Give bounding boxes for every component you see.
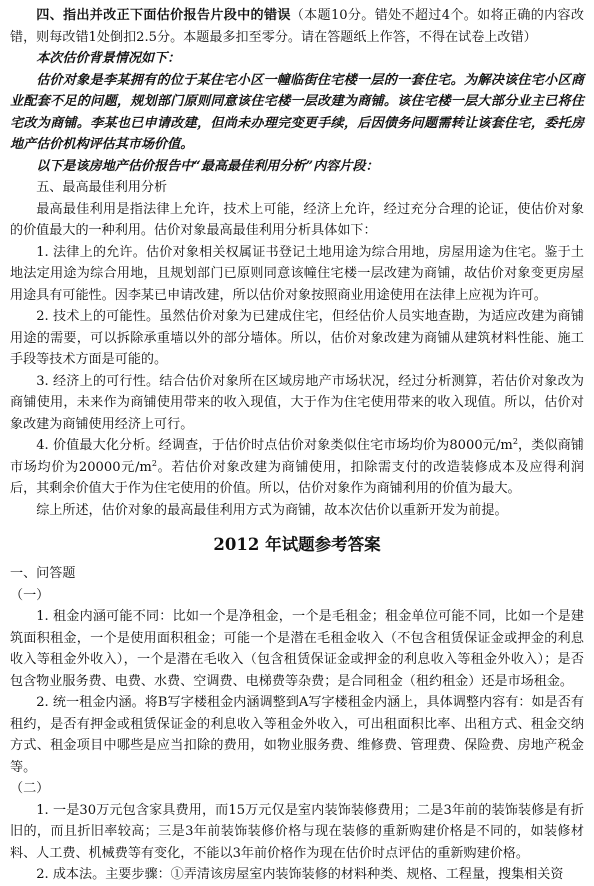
item-value-max-part2: ，类似商铺市场均价为20000元/m <box>10 438 585 475</box>
answers-title: 2012 年试题参考答案 <box>213 535 381 554</box>
superscript-2: 2 <box>512 437 518 446</box>
question2-label: （二） <box>10 781 50 796</box>
fragment-intro: 以下是该房地产估价报告中“最高最佳利用分析”内容片段： <box>36 158 379 174</box>
item-value-max <box>10 435 584 500</box>
background-text: 估价对象是李某拥有的位于某住宅小区一幢临街住宅楼一层的一套住宅。为解决该住宅小区商业配套不足的问题，规划部门原则同意该住宅楼一层改建为商铺。该住宅楼一层大部分业主已将住宅改为商铺。李某也已申请改建，但尚未办理完变更手续，后因债务问题需转让该套住宅，委托房地产估价机构评估其市场价值。 <box>10 72 584 152</box>
background-title: 本次估价背景情况如下： <box>36 51 181 66</box>
item-economic: 3. 经济上的可行性。结合估价对象所在区域房地产市场状况，经过分析测算，若估价对象改为商铺使用，未来作为商铺使用带来的收入现值，大于作为住宅使用带来的收入现值。所以，估价对象改建为商铺使用经济上可行。 <box>10 373 584 432</box>
item-technical: 2. 技术上的可能性。虽然估价对象为已建成住宅，但经估价人员实地查勘，为适应改建为商铺用途的需要，可以拆除承重墙以外的部分墙体。所以，估价对象改建为商铺从建筑材料性能、施工手段等技术方面是可能的。 <box>10 309 584 367</box>
part4-heading <box>10 5 584 48</box>
superscript-2: 2 <box>151 458 157 468</box>
question1-label: （一） <box>10 587 50 603</box>
part4-heading-label: 四、指出并改正下面估价报告片段中的错误 <box>36 8 291 23</box>
q1-answer-1: 1. 租金内涵可能不同：比如一个是净租金，一个是毛租金；租金单位可能不同，比如一个是建筑面积租金，一个是使用面积租金；可能一个是潜在毛租金收入（不包含租赁保证金或押金的利息收入等租金外收入），一个是潜在毛收入（包含租赁保证金或押金的利息收入等租金外收入）；是否包含物业服务费、电费、水费、空调费、电梯费等杂费；是合同租金（租约租金）还是市场租金。 <box>10 609 584 689</box>
part4-heading-instructions: （本题10分。错处不超过4个。如将正确的内容改错，则每改错1处倒扣2.5分。本题最多扣至零分。请在答题纸上作答，不得在试卷上改错） <box>10 8 584 45</box>
part1-heading: 一、问答题 <box>10 566 76 581</box>
q2-answer-1: 1. 一是30万元包含家具费用，而15万元仅是室内装饰装修费用；二是3年前的装饰装修是有折旧的，而且折旧率较高；三是3年前装饰装修价格与现在装修的重新购建价格是不同的，如装修材料、人工费、机械费等有变化，不能以3年前价格作为现在估价时点评估的重新购建价格。 <box>10 802 584 861</box>
section5-title: 五、最高最佳利用分析 <box>36 180 168 195</box>
conclusion: 综上所述，估价对象的最高最佳利用方式为商铺，故本次估价以重新开发为前提。 <box>36 502 508 518</box>
section5-intro: 最高最佳利用是指法律上允许，技术上可能，经济上允许，经过充分合理的论证，使估价对象的价值最大的一种利用。估价对象最高最佳利用分析具体如下： <box>10 201 584 238</box>
item-value-max-part1: 4. 价值最大化分析。经调查，于估价时点估价对象类似住宅市场均价为8000元/m <box>36 438 513 453</box>
item-value-max-part3: 。若估价对象改建为商铺使用，扣除需支付的改造装修成本及应得利润后，其剩余价值大于作为住宅使用的价值。所以，估价对象作为商铺利用的价值为最大。 <box>10 459 584 496</box>
item-legal: 1. 法律上的允许。估价对象相关权属证书登记土地用途为综合用地，房屋用途为住宅。鉴于土地法定用途为综合用地，且规划部门已原则同意该幢住宅楼一层改建为商铺，故估价对象变更房屋用途具有可能性。因李某已申请改建，所以估价对象按照商业用途使用在法律上应视为许可。 <box>10 244 584 303</box>
q2-answer-2: 2. 成本法。主要步骤：①弄清该房屋室内装饰装修的材料种类、规格、工程量，搜集相关资 <box>36 867 564 882</box>
q1-answer-2: 2. 统一租金内涵。将B写字楼租金内涵调整到A写字楼租金内涵上，具体调整内容有：如是否有租约，是否有押金或租赁保证金的利息收入等租金外收入，可出租面积比率、出租方式、租金交纳方式、租金项目中哪些是应当扣除的费用，如物业服务费、维修费、管理费、保险费、房地产税金等。 <box>10 695 584 775</box>
